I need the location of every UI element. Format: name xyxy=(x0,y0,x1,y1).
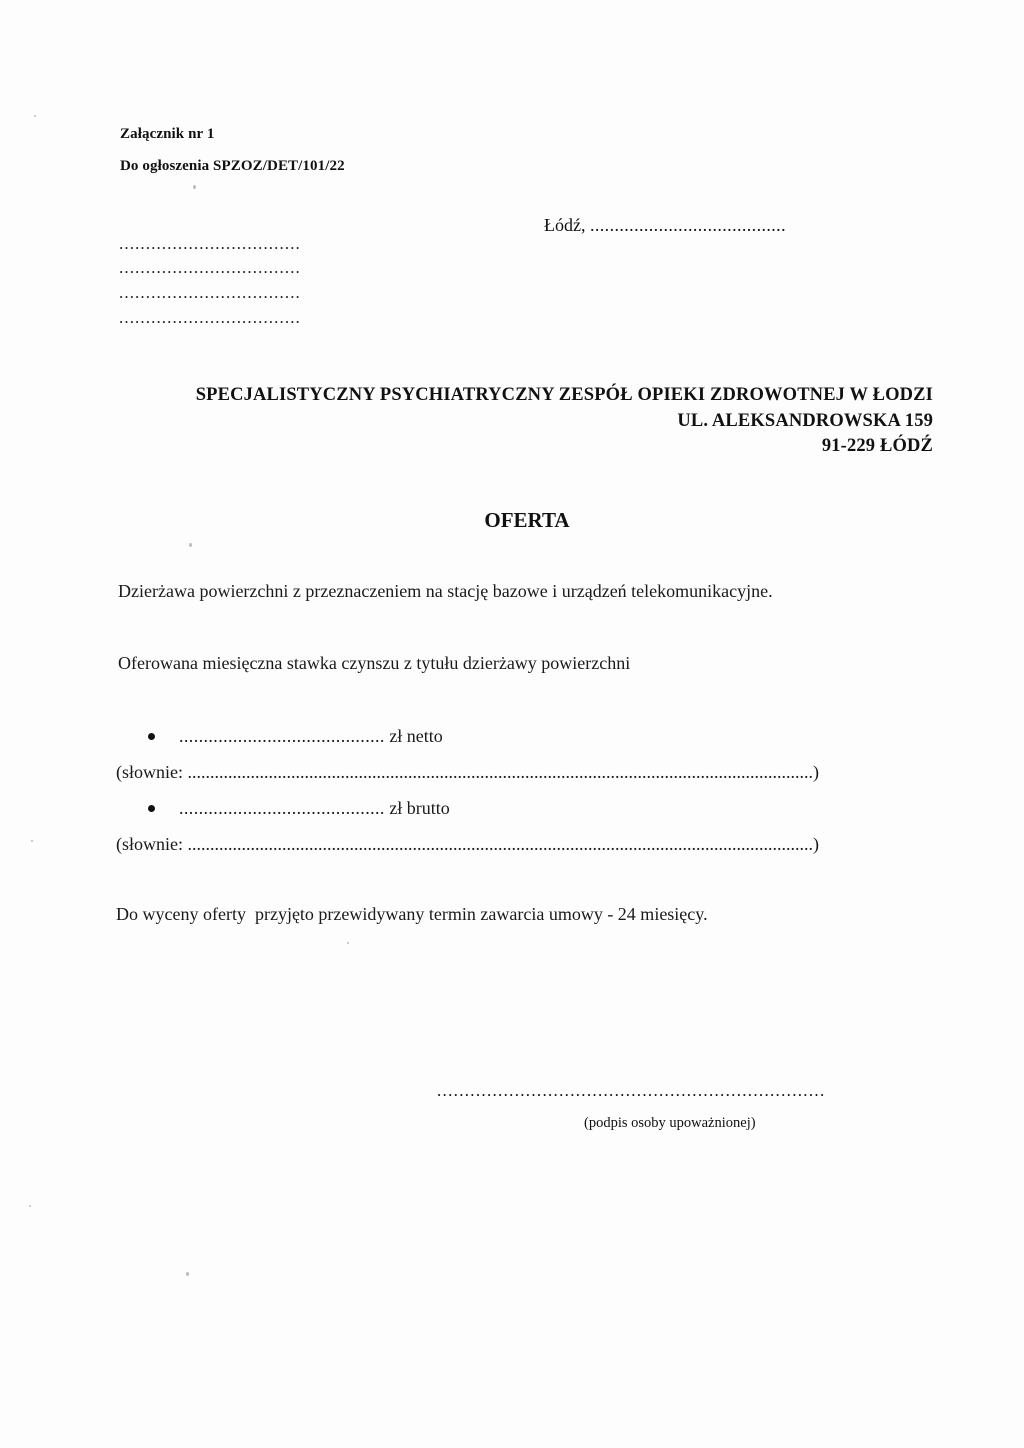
gross-in-words-prefix: (słownie: xyxy=(116,834,183,854)
valuation-note: Do wyceny oferty przyjęto przewidywany termin zawarcia umowy - 24 miesięcy. xyxy=(116,904,708,924)
sender-blank-2: .................................. xyxy=(119,258,301,277)
scan-speck xyxy=(347,942,349,944)
city-name: Łódź, xyxy=(544,215,586,235)
scan-speck xyxy=(193,185,196,189)
net-in-words-line xyxy=(116,762,819,783)
recipient-street: UL. ALEKSANDROWSKA 159 xyxy=(677,411,933,431)
date-blank: ........................................ xyxy=(589,215,786,235)
gross-amount-label: zł brutto xyxy=(389,798,450,818)
signature-caption: (podpis osoby upoważnionej) xyxy=(584,1115,756,1131)
sender-blank-4: .................................. xyxy=(119,308,301,327)
gross-in-words-blank: ........................................................................................................................................... xyxy=(187,834,813,854)
bullet-icon xyxy=(148,733,155,740)
net-in-words-prefix: (słownie: xyxy=(116,762,183,782)
recipient-name: SPECJALISTYCZNY PSYCHIATRYCZNY ZESPÓŁ OPIEKI ZDROWOTNEJ W ŁODZI xyxy=(195,385,933,405)
sender-blank-3: .................................. xyxy=(119,283,301,302)
net-amount-blank: .......................................... xyxy=(179,726,385,746)
scan-speck xyxy=(31,840,33,842)
net-in-words-suffix: ) xyxy=(813,762,819,782)
recipient-city: 91-229 ŁÓDŹ xyxy=(821,436,933,456)
document-title: OFERTA xyxy=(484,508,570,532)
annex-label: Załącznik nr 1 xyxy=(120,126,215,142)
gross-in-words-suffix: ) xyxy=(813,834,819,854)
scan-speck xyxy=(29,1205,31,1207)
net-amount-line xyxy=(179,726,443,747)
rate-intro: Oferowana miesięczna stawka czynszu z tytułu dzierżawy powierzchni xyxy=(118,653,631,673)
gross-in-words-line xyxy=(116,834,819,855)
scan-speck xyxy=(186,1272,189,1276)
offer-subject: Dzierżawa powierzchni z przeznaczeniem na stację bazowe i urządzeń telekomunikacyjne. xyxy=(118,581,773,601)
gross-amount-blank: .......................................... xyxy=(179,798,385,818)
net-in-words-blank: ........................................................................................................................................... xyxy=(187,762,813,782)
place-date-line xyxy=(544,215,786,236)
scan-speck xyxy=(34,115,36,117)
gross-amount-line xyxy=(179,798,450,819)
scan-speck xyxy=(189,543,192,547)
sender-blank-1: .................................. xyxy=(119,234,301,253)
net-amount-label: zł netto xyxy=(389,726,443,746)
signature-blank: ...................................................................... xyxy=(437,1081,826,1100)
bullet-icon xyxy=(148,805,155,812)
announcement-reference: Do ogłoszenia SPZOZ/DET/101/22 xyxy=(120,158,345,174)
